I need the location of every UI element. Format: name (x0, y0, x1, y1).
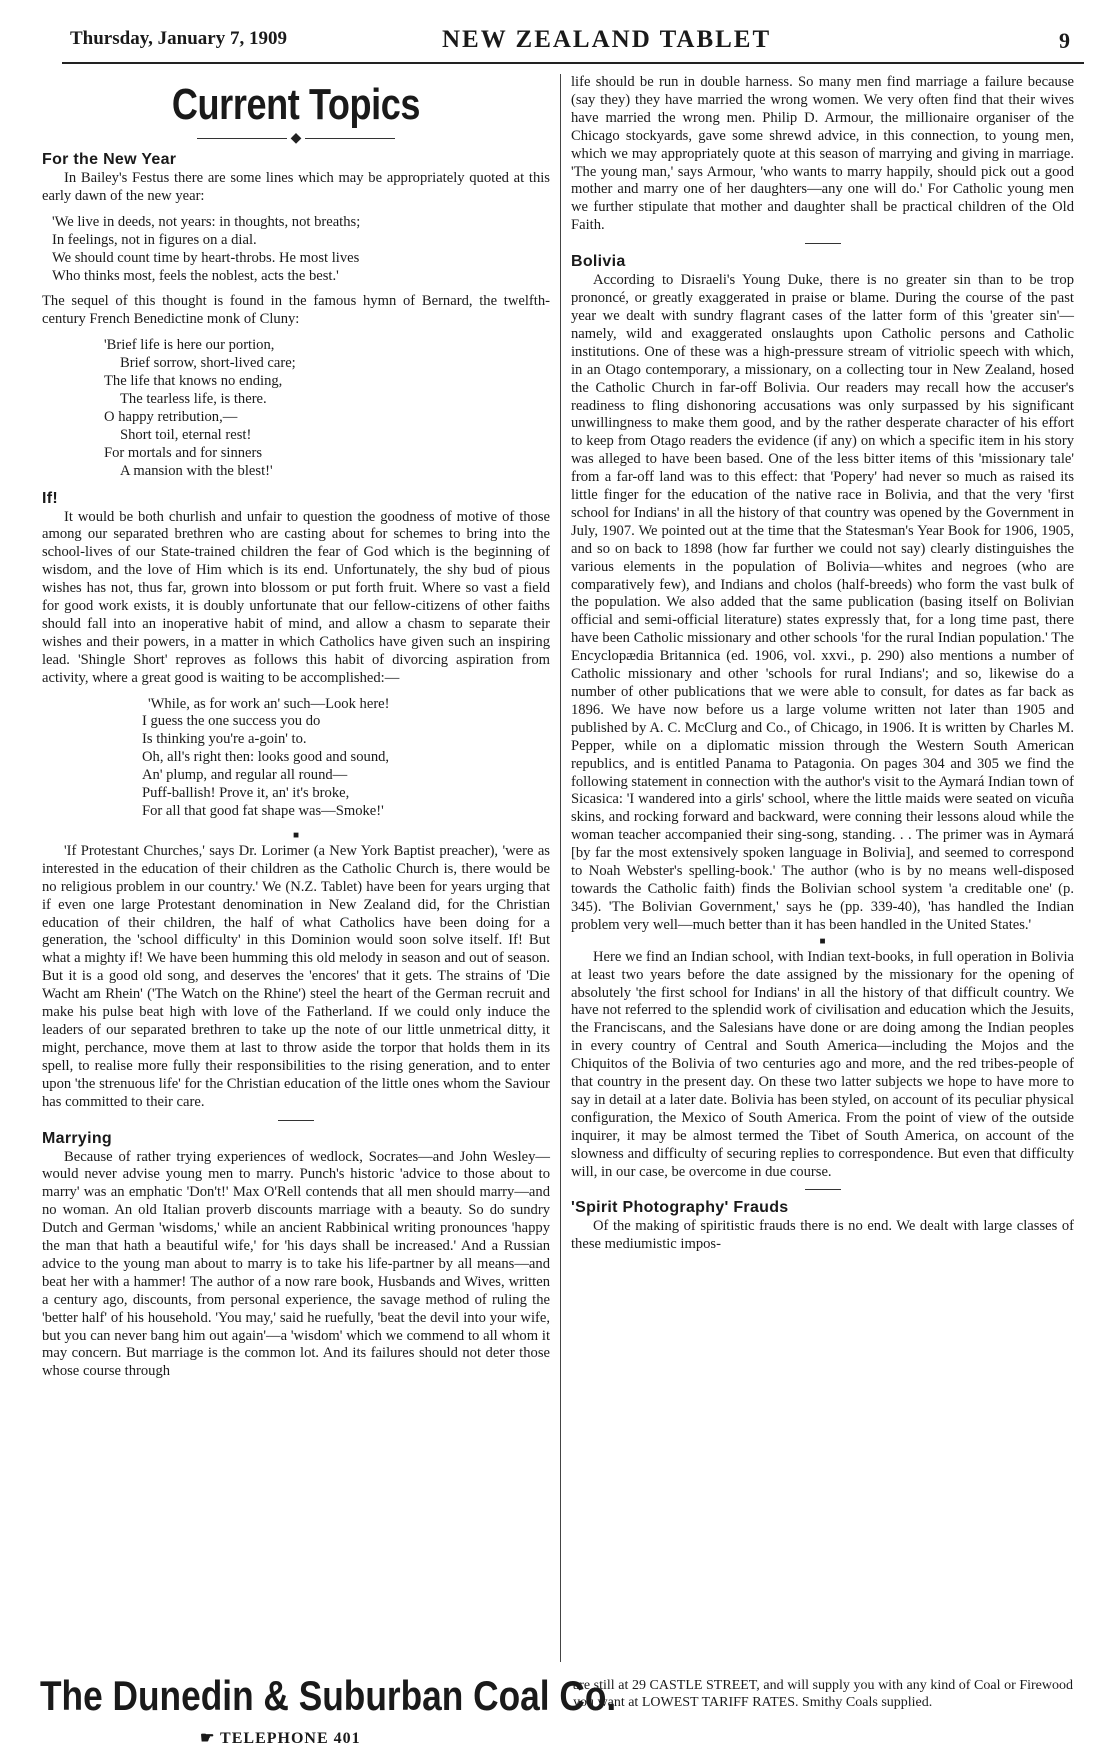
paragraph: life should be run in double harness. So many men find marriage a failure because (say they) they have married the wrong women. We very often find that their wives have married the wrong men. Philip D. Armour, the millionaire organiser of the Chicago stockyards, gave some shrewd advice, in this connection, to young men, which we may appropriately quote at this season of marrying and giving in marriage. 'The young man,' says Armour, 'who wants to marry happily, should pick out a good mother and marry one of her daughters—any one will do.' For Catholic young men we further stipulate that mother and daughter shall be practical children of the Old Faith. (571, 74, 1074, 234)
verse-line: Puff-ballish! Prove it, an' it's broke, (142, 785, 350, 802)
paragraph: It would be both churlish and unfair to question the goodness of motive of those among our separated brethren who are casting about for schemes to bring into the school-lives of our State-trained children the fear of God which is the beginning of wisdom, and the love of Him which is its end. Unfortunately, the shy bud of pious wishes has not, thus far, grown into blossom or put forth fruit. Where so vast a field for good work exists, it is doubly unfortunate that our fellow-citizens of other faiths should fall into an inoperative habit of mind, and allow a chasm to separate their wishes and their powers, in a matter in which Catholics have given such an inspiring lead. 'Shingle Short' reproves as follows this habit of divorcing aspiration from activity, where a great good is waiting to be accomplished:— (42, 508, 550, 686)
verse-line: We should count time by heart-throbs. He most lives (52, 249, 360, 266)
verse-shingle-short (42, 696, 550, 821)
heading-marrying: Marrying (42, 1129, 112, 1147)
verse-line: In feelings, not in figures on a dial. (52, 231, 257, 248)
paragraph: 'If Protestant Churches,' says Dr. Lorimer (a New York Baptist preacher), 'were as interested in the education of their children as the Catholic Church is, there would be no religious problem in our country.' We (N.Z. Tablet) have been for years urging that if even one large Protestant denomination in New Zealand did, for the Christian education of their children, the half of what Catholics have been doing for a generation, the 'school difficulty' in this Dominion would soon solve itself. If! But what a mighty if! We have been humming this old melody in season and out of season. But it is a good old song, and deserves the 'encores' that it gets. The strains of 'Die Wacht am Rhein' ('The Watch on the Rhine') steel the heart of the German recruit and make his pulse beat high with love of the Fatherland. If we could only induce the leaders of our separated brethren to take up the note of our little unmetrical ditty, it might, perchance, move them at last to throw aside the torpor that holds them in its spell, to realise more fully their responsibilities to the rising generation, and to enter upon 'the strenuous life' for the Christian education of the little ones whom the Saviour has committed to their care. (42, 842, 550, 1110)
verse-line: The tearless life, is there. (120, 390, 267, 407)
verse-line: 'We live in deeds, not years: in thoughts, not breaths; (52, 213, 361, 230)
verse-line: Oh, all's right then: looks good and sound, (142, 749, 390, 766)
verse-line: For all that good fat shape was—Smoke!' (142, 803, 384, 819)
page-number: 9 (1059, 28, 1070, 53)
verse-line: 'While, as for work an' such—Look here! (148, 695, 390, 712)
heading-new-year: For the New Year (42, 151, 177, 168)
title-ornament (42, 132, 550, 146)
verse-line: 'Brief life is here our portion, (104, 337, 275, 354)
verse-hymn (42, 337, 550, 480)
right-column (571, 74, 1074, 1254)
verse-line: Who thinks most, feels the noblest, acts the best.' (52, 267, 339, 284)
paragraph: Because of rather trying experiences of wedlock, Socrates—and John Wesley—would never advise young men to marry. Punch's historic 'advice to those about to marry' was an emphatic 'Don't!' Max O'Rell contends that all men should marry—and no woman. An old Italian proverb discounts marriage with a beauty. So do sundry Dutch and German 'wisdoms,' while an ancient Rabbinical writing pronounces 'happy the man that hath a beautiful wife,' for 'his days shall be increased.' And a Russian advice to the young man about to marry is to take his life-partner by all means—and beat her with a hammer! The author of a now rare book, Husbands and Wives, written a century ago, discounts, from personal experience, the savage method of ruling the 'better half' of his household. 'You may,' said he ruefully, 'beat the devil into your wife, but you can never bang him out again'—a 'wisdom' which we commend to all whom it may concern. But marriage is the common lot. And its failures should not deter those whose course through (42, 1148, 550, 1380)
paragraph: Here we find an Indian school, with Indian text-books, in full operation in Bolivia at least two years before the date assigned by the missionary for the opening of absolutely 'the first school for Indians' in all the history of that difficult country. We have not referred to the splendid work of civilisation and education which the Jesuits, the Franciscans, and the Salesians have done or are doing among the Indian peoples in every country of Central and South America—including the Mojos and the Chiquitos of the Bolivia of two centuries ago and more, and the red tribes-people of that country in the present day. On these two latter subjects we hope to have more to say in detail at a later date. Bolivia has been styled, on account of its peculiar physical configuration, the Mexico of South America. From the point of view of the outside inquirer, it may be almost termed the Tibet of South America, on account of the slowness and difficulty of securing replies to correspondence. But even that difficulty will, in our case, be overcome in due course. (571, 948, 1074, 1180)
paragraph: According to Disraeli's Young Duke, there is no greater sin than to be trop prononcé, or greatly exaggerated in praise or blame. During the course of the past year we dealt with sundry flagrant cases of the latter form of this 'greater sin'—namely, wild and exaggerated onslaughts upon Catholic persons and Catholic institutions. One of these was a high-pressure stream of vitriolic speech with which, in an Otago contemporary, a missionary, on a collecting tour in New Zealand, hosed the Catholic Church in far-off Bolivia. Our readers may recall how the accuser's readiness to fling dishonoring accusations was only surpassed by his significant unwillingness to make them good, and by the rather desperate character of his effort to keep from Otago readers the evidence (if any) on which a specific item in his story was alleged to have been based. One of the less bitter items of this 'missionary tale' from a far-off land was to this effect: that 'Popery' had never so much as raised its little finger for the education of the native race in Bolivia, and that the very 'first school for Indians' in all the history of that country was opened by the Government in July, 1907. We pointed out at the time that the Statesman's Year Book for 1906, 1905, and so on back to 1898 (how far further we could not say) clearly distinguishes the various elements in the population of Bolivia—whites and negroes (who are comparatively few), and Indians and cholos (half-breeds) who form the vast bulk of the population. We also added that the same publication (basing itself on Bolivian official and semi-official literature) states expressly that, for a long time past, there have been Catholic missionary and other schools 'for the rural Indian population.' The Encyclopædia Britannica (ed. 1906, vol. xxvi., p. 290) also mentions a number of Catholic missionary and other 'schools for rural Indians'; and so, likewise do a number of other publications that we were able to consult, for dates as far back as 1896. We have now before us a large volume written not later than 1905 and published by A. C. McClurg and Co., of Chicago, in 1906. It is written by Charles M. Pepper, while on a diplomatic mission through the Western South American republics, and is entitled Panama to Patagonia. On pages 304 and 305 we find the following statement in connection with the author's visit to the Aymará Indian town of Sicasica: 'I wandered into a girls' school, where the little maids were seated on vicuña skins, and rocking forward and backward, were conning their lessons aloud while the woman teacher accompanied their sing-song, standing. . . The primer was in Aymará [by far the most extensively spoken language in Bolivia], and seemed to correspond to Noah Webster's spelling-book.' The author (who is by no means well-disposed towards the Catholic faith) finds the Bolivian school system 'a creditable one' (p. 345). 'The Bolivian Government,' says he (pp. 339-40), 'has handled the Indian problem very well—much better than it has been handled in the United States.' (571, 272, 1074, 933)
verse-line: Is thinking you're a-goin' to. (142, 731, 307, 748)
verse-line: For mortals and for sinners (104, 444, 263, 461)
paragraph: Of the making of spiritistic frauds there is no end. We dealt with large classes of these mediumistic impos- (571, 1218, 1074, 1253)
left-column (42, 74, 550, 1381)
verse-line: O happy retribution,— (104, 408, 238, 425)
verse-line: Short toil, eternal rest! (120, 426, 252, 443)
paragraph: In Bailey's Festus there are some lines which may be appropriately quoted at this early dawn of the new year: (42, 170, 550, 204)
advert-telephone: ☛ TELEPHONE 401 (200, 1730, 361, 1747)
ornament-rule-right (305, 138, 395, 139)
separator-dot: ■ (292, 829, 300, 841)
advert-text: are still at 29 CASTLE STREET, and will supply you with any kind of Coal or Firewood you want at LOWEST TARIFF RATES. Smithy Coals supplied. (573, 1678, 1073, 1710)
section-title: Current Topics (171, 80, 421, 129)
heading-if: If! (42, 489, 59, 507)
ornament-rule-left (197, 138, 287, 139)
heading-spirit-photography: 'Spirit Photography' Frauds (571, 1199, 789, 1217)
issue-date: Thursday, January 7, 1909 (70, 28, 287, 49)
separator-rule (278, 1120, 314, 1121)
masthead-title: NEW ZEALAND TABLET (442, 26, 772, 53)
verse-line: An' plump, and regular all round— (142, 767, 348, 784)
verse-line: A mansion with the blest!' (120, 462, 273, 479)
verse-line: Brief sorrow, short-lived care; (120, 355, 296, 372)
page-header (62, 26, 1084, 64)
verse-line: I guess the one success you do (142, 713, 321, 730)
column-divider (560, 74, 561, 1662)
heading-bolivia: Bolivia (571, 253, 626, 271)
verse-festus (42, 214, 550, 286)
advert-company-name: The Dunedin & Suburban Coal Co. (40, 1672, 617, 1719)
separator-dot: ■ (819, 935, 826, 947)
paragraph: The sequel of this thought is found in the famous hymn of Bernard, the twelfth-century French Benedictine monk of Cluny: (42, 293, 550, 328)
separator-rule (805, 243, 841, 244)
separator-rule (805, 1189, 841, 1190)
diamond-icon: ◆ (290, 131, 302, 146)
verse-line: The life that knows no ending, (104, 373, 283, 390)
